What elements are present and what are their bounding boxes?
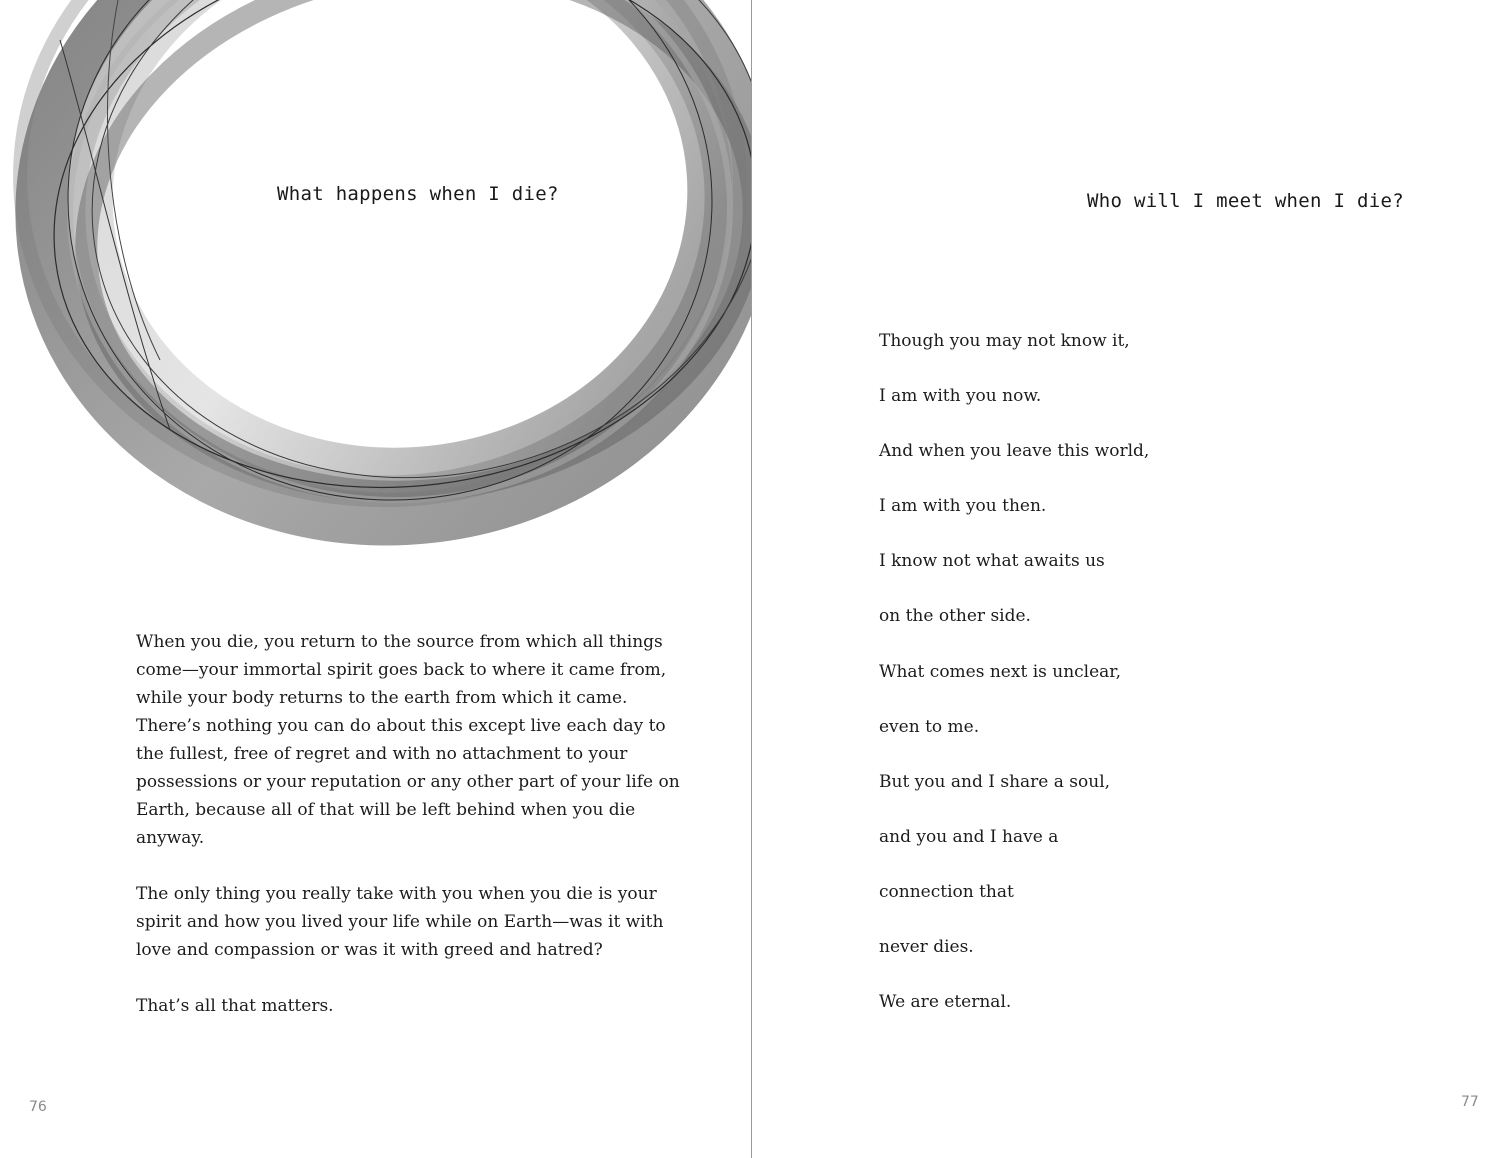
paragraph: That’s all that matters. <box>136 996 334 1016</box>
right-page <box>752 0 1500 1158</box>
page-number: 77 <box>1461 1094 1479 1110</box>
poem-line: connection that <box>879 881 1014 902</box>
poem <box>879 327 1149 1043</box>
paragraph: When you die, you return to the source from which all things come—your immortal spirit goes back to where it came from, while your body returns to the earth from which it came. There’s nothing you can do about this except live each day to the fullest, free of regret and with no attachment to your possessions or your reputation or any other part of your life on Earth, because all of that will be left behind when you die anyway. <box>136 632 680 848</box>
poem-line: never dies. <box>879 937 974 958</box>
body-text <box>136 628 696 1048</box>
poem-line: And when you leave this world, <box>879 441 1150 462</box>
poem-line: on the other side. <box>879 606 1031 627</box>
page-title: What happens when I die? <box>277 183 559 205</box>
poem-line: Though you may not know it, <box>879 331 1130 351</box>
ink-brush-circle-icon <box>0 0 751 560</box>
poem-line: What comes next is unclear, <box>879 661 1121 682</box>
poem-line: I am with you now. <box>879 386 1042 407</box>
poem-line: and you and I have a <box>879 826 1059 847</box>
poem-line: I know not what awaits us <box>879 551 1105 572</box>
poem-line: I am with you then. <box>879 496 1047 517</box>
poem-line: We are eternal. <box>879 992 1012 1013</box>
page-title: Who will I meet when I die? <box>1087 190 1404 212</box>
poem-line: even to me. <box>879 716 980 737</box>
paragraph: The only thing you really take with you when you die is your spirit and how you lived your life while on Earth—was it with love and compassion or was it with greed and hatred? <box>136 884 664 960</box>
poem-line: But you and I share a soul, <box>879 771 1111 792</box>
page-number: 76 <box>29 1099 47 1115</box>
